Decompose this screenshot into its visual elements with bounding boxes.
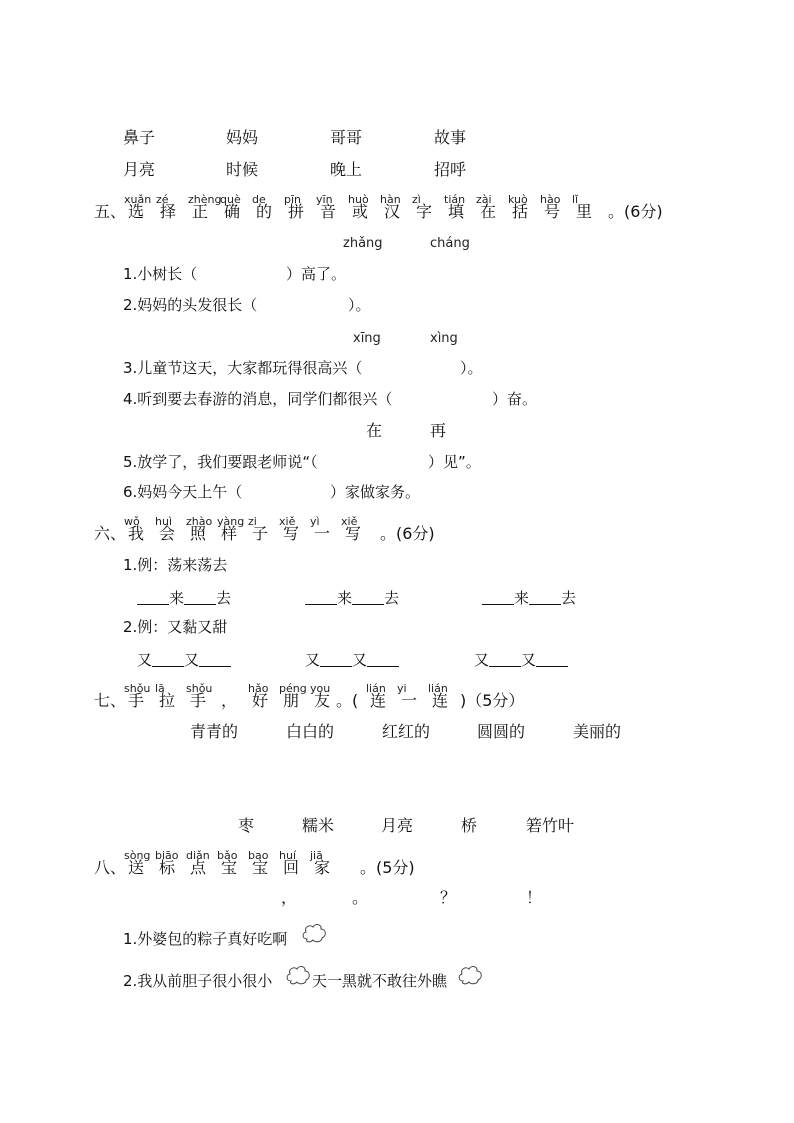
pinyin-annotation: yi — [397, 682, 407, 695]
item-suffix: ）家做家务。 — [330, 483, 421, 501]
pinyin-annotation: zì — [412, 193, 421, 206]
adjective[interactable]: 白白的 — [286, 722, 335, 741]
answer-blank[interactable] — [529, 590, 561, 605]
pinyin-annotation: lián — [366, 682, 386, 695]
pinyin-annotation: hǎo — [248, 682, 269, 695]
heading-char: 家 — [314, 858, 331, 877]
fixed-char: 又 — [137, 651, 153, 669]
answer-blank-group — [137, 652, 231, 668]
section-score: )（5分） — [460, 691, 525, 710]
pinyin-annotation: lǐ — [572, 193, 579, 206]
heading-char: 填 — [448, 202, 465, 221]
section-score: 。(6分) — [608, 202, 663, 221]
sentence-2-start: 2.我从前胆子很小很小 — [123, 972, 273, 990]
item-prefix: 3.儿童节这天，大家都玩得很高兴（ — [123, 359, 363, 377]
answer-blank-group — [474, 652, 568, 668]
pinyin-option: xīng — [353, 331, 381, 346]
pinyin-annotation: zhào — [186, 515, 213, 528]
heading-char: 会 — [159, 524, 176, 543]
pinyin-annotation: sòng — [124, 849, 151, 862]
pinyin-annotation: shǒu — [186, 682, 213, 695]
heading-char: 送 — [128, 858, 145, 877]
heading-char: 样 — [221, 524, 238, 543]
pinyin-annotation: bao — [248, 849, 269, 862]
answer-blank[interactable] — [305, 590, 337, 605]
pinyin-annotation: yàng — [217, 515, 245, 528]
char-option: 再 — [430, 421, 447, 440]
pinyin-annotation: hào — [540, 193, 561, 206]
adjective[interactable]: 红红的 — [382, 722, 431, 741]
fixed-char: 去 — [561, 589, 577, 607]
pinyin-annotation: jiā — [310, 849, 323, 862]
heading-char: 宝 — [221, 858, 238, 877]
answer-blank[interactable] — [199, 652, 231, 667]
heading-char: 选 — [128, 202, 145, 221]
pinyin-annotation: yì — [310, 515, 320, 528]
heading-char: 子 — [252, 524, 269, 543]
heading-char: 我 — [128, 524, 145, 543]
punctuation-option: ， — [281, 888, 298, 907]
heading-char: 括 — [512, 202, 529, 221]
pinyin-annotation: xuǎn — [124, 193, 152, 206]
word: 月亮 — [123, 160, 156, 179]
pinyin-option: zhǎng — [343, 236, 383, 251]
noun[interactable]: 箬竹叶 — [526, 816, 575, 835]
fixed-char: 又 — [184, 651, 200, 669]
answer-blank[interactable] — [536, 652, 568, 667]
cloud-blank-icon[interactable] — [284, 962, 312, 986]
heading-char: 正 — [192, 202, 209, 221]
pinyin-annotation: huí — [279, 849, 296, 862]
heading-char: 一 — [401, 691, 418, 710]
section-number: 七、 — [94, 691, 127, 710]
item-suffix: ）奋。 — [492, 390, 538, 408]
heading-char: 在 — [480, 202, 497, 221]
pinyin-annotation: huò — [348, 193, 369, 206]
item-suffix: ）高了。 — [286, 265, 347, 283]
heading-char: ， — [221, 691, 238, 710]
heading-char: 拉 — [159, 691, 176, 710]
heading-char: 连 — [370, 691, 387, 710]
item-suffix: ）。 — [460, 359, 483, 377]
pinyin-annotation: zi — [248, 515, 257, 528]
heading-char: 择 — [160, 202, 177, 221]
item-prefix: 5.放学了，我们要跟老师说“（ — [123, 453, 318, 471]
noun[interactable]: 月亮 — [381, 816, 414, 835]
fixed-char: 又 — [474, 651, 490, 669]
answer-blank[interactable] — [367, 652, 399, 667]
pinyin-annotation: xiě — [279, 515, 296, 528]
word: 招呼 — [434, 160, 467, 179]
word: 时候 — [226, 160, 259, 179]
pinyin-annotation: zhèng — [188, 193, 222, 206]
item-suffix: ）见”。 — [428, 453, 481, 471]
section-number: 五、 — [94, 202, 127, 221]
fixed-char: 去 — [216, 589, 232, 607]
pinyin-annotation: lián — [428, 682, 448, 695]
pinyin-annotation: biāo — [155, 849, 179, 862]
pinyin-annotation: xiě — [341, 515, 358, 528]
word: 哥哥 — [330, 128, 363, 147]
heading-char: 连 — [432, 691, 449, 710]
fixed-char: 来 — [169, 589, 185, 607]
noun[interactable]: 枣 — [238, 816, 255, 835]
heading-char: 或 — [352, 202, 369, 221]
example-1-label: 1.例：荡来荡去 — [123, 556, 228, 574]
pinyin-option: xìng — [430, 331, 458, 346]
item-prefix: 4.听到要去春游的消息，同学们都很兴（ — [123, 390, 393, 408]
fixed-char: 来 — [337, 589, 353, 607]
fixed-char: 来 — [514, 589, 530, 607]
word: 鼻子 — [123, 128, 156, 147]
answer-blank-group — [305, 590, 399, 606]
pinyin-annotation: huì — [155, 515, 172, 528]
heading-char: 号 — [544, 202, 561, 221]
punctuation-option: 。 — [352, 888, 369, 907]
section-score: 。(5分) — [360, 858, 415, 877]
example-2-label: 2.例：又黏又甜 — [123, 618, 228, 636]
heading-char: 写 — [345, 524, 362, 543]
pinyin-annotation: you — [310, 682, 331, 695]
section-score: 。(6分) — [380, 524, 435, 543]
fixed-char: 又 — [305, 651, 321, 669]
adjective[interactable]: 青青的 — [190, 722, 239, 741]
fixed-char: 又 — [352, 651, 368, 669]
pinyin-annotation: kuò — [508, 193, 528, 206]
pinyin-annotation: shǒu — [124, 682, 151, 695]
cloud-blank-icon[interactable] — [300, 920, 328, 944]
cloud-blank-icon[interactable] — [456, 962, 484, 986]
pinyin-annotation: de — [252, 193, 266, 206]
heading-char: 宝 — [252, 858, 269, 877]
heading-char: 好 — [252, 691, 269, 710]
answer-blank-group — [305, 652, 399, 668]
answer-blank[interactable] — [184, 590, 216, 605]
heading-char: 回 — [283, 858, 300, 877]
pinyin-annotation: bǎo — [217, 849, 238, 862]
fixed-char: 又 — [521, 651, 537, 669]
item-suffix: ）。 — [348, 296, 371, 314]
punctuation-option: ！ — [526, 888, 543, 907]
heading-char: 字 — [416, 202, 433, 221]
answer-blank[interactable] — [320, 652, 352, 667]
word: 妈妈 — [226, 128, 259, 147]
fixed-char: 去 — [384, 589, 400, 607]
sentence-1: 1.外婆包的粽子真好吃啊 — [123, 930, 288, 948]
adjective[interactable]: 圆圆的 — [477, 722, 526, 741]
pinyin-annotation: yīn — [316, 193, 333, 206]
answer-blank[interactable] — [152, 652, 184, 667]
heading-char: 写 — [283, 524, 300, 543]
heading-char: 音 — [320, 202, 337, 221]
pinyin-annotation: wǒ — [124, 515, 140, 528]
answer-blank[interactable] — [352, 590, 384, 605]
pinyin-annotation: tián — [444, 193, 466, 206]
pinyin-annotation: zé — [156, 193, 169, 206]
section-number: 六、 — [94, 524, 127, 543]
heading-char: 的 — [256, 202, 273, 221]
heading-char: 一 — [314, 524, 331, 543]
heading-char: 手 — [128, 691, 145, 710]
noun[interactable]: 桥 — [461, 816, 478, 835]
heading-char: 确 — [224, 202, 241, 221]
pinyin-option: cháng — [430, 236, 470, 251]
section-mid: 。( — [336, 691, 359, 710]
heading-char: 友 — [314, 691, 331, 710]
heading-char: 点 — [190, 858, 207, 877]
heading-char: 汉 — [384, 202, 401, 221]
adjective[interactable]: 美丽的 — [573, 722, 622, 741]
heading-char: 手 — [190, 691, 207, 710]
heading-char: 照 — [190, 524, 207, 543]
section-number: 八、 — [94, 858, 127, 877]
pinyin-annotation: zài — [476, 193, 492, 206]
pinyin-annotation: què — [220, 193, 241, 206]
item-prefix: 1.小树长（ — [123, 265, 198, 283]
sentence-2-end: 天一黑就不敢往外瞧 — [312, 972, 448, 990]
heading-char: 里 — [576, 202, 593, 221]
answer-blank[interactable] — [489, 652, 521, 667]
heading-char: 标 — [159, 858, 176, 877]
pinyin-annotation: pīn — [284, 193, 302, 206]
heading-char: 朋 — [283, 691, 300, 710]
heading-char: 拼 — [288, 202, 305, 221]
word: 晚上 — [330, 160, 363, 179]
answer-blank[interactable] — [482, 590, 514, 605]
char-option: 在 — [366, 421, 383, 440]
pinyin-annotation: péng — [279, 682, 307, 695]
pinyin-annotation: lā — [155, 682, 165, 695]
answer-blank-group — [137, 590, 231, 606]
item-prefix: 2.妈妈的头发很长（ — [123, 296, 258, 314]
answer-blank[interactable] — [137, 590, 169, 605]
item-prefix: 6.妈妈今天上午（ — [123, 483, 243, 501]
word: 故事 — [434, 128, 467, 147]
pinyin-annotation: diǎn — [186, 849, 210, 862]
punctuation-option: ？ — [440, 888, 457, 907]
noun[interactable]: 糯米 — [302, 816, 335, 835]
answer-blank-group — [482, 590, 576, 606]
pinyin-annotation: hàn — [380, 193, 401, 206]
